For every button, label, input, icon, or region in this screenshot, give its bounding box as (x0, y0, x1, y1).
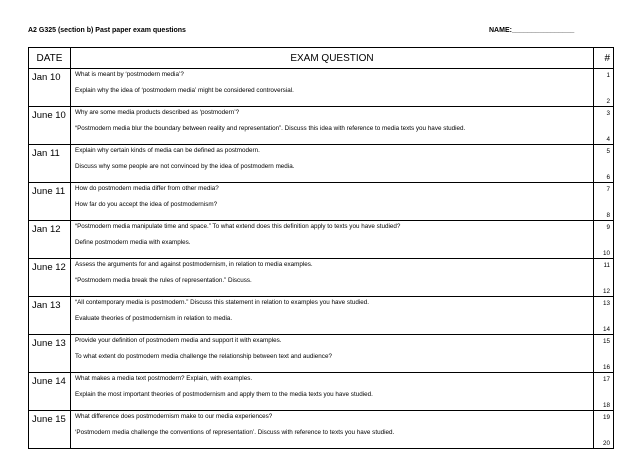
name-field-label: NAME:________________ (489, 27, 575, 34)
question-cell (71, 259, 594, 297)
question-cell (71, 183, 594, 221)
question-text: Provide your definition of postmodern media and support it with examples. (75, 337, 282, 344)
exam-session-date: June 12 (29, 259, 71, 297)
exam-questions-table (28, 47, 614, 449)
question-cell (71, 297, 594, 335)
question-number-cell (594, 335, 614, 373)
table-header-row (29, 48, 614, 69)
header-date: DATE (29, 48, 71, 69)
question-number: 12 (602, 288, 610, 295)
table-row (29, 221, 614, 259)
question-number: 19 (602, 414, 610, 421)
question-text: ‘Postmodern media challenge the conventions of representation’. Discuss with reference to texts you have studied. (75, 429, 395, 436)
question-text: How far do you accept the idea of postmodernism? (75, 201, 218, 208)
question-number: 20 (602, 440, 610, 447)
question-number: 11 (603, 262, 610, 269)
question-number: 18 (602, 402, 610, 409)
exam-session-date: Jan 13 (29, 297, 71, 335)
question-text: How do postmodern media differ from other media? (75, 185, 219, 192)
exam-session-date: Jan 11 (29, 145, 71, 183)
question-number-cell (594, 69, 614, 107)
question-cell (71, 69, 594, 107)
question-number: 8 (606, 212, 610, 219)
question-number-cell (594, 411, 614, 449)
exam-session-date: June 13 (29, 335, 71, 373)
question-number: 2 (606, 98, 610, 105)
question-cell (71, 145, 594, 183)
question-cell (71, 373, 594, 411)
header-number: # (594, 48, 614, 69)
question-text: “Postmodern media break the rules of representation.” Discuss. (75, 277, 252, 284)
question-number: 15 (602, 338, 610, 345)
question-text: To what extent do postmodern media challenge the relationship between text and audience? (75, 353, 332, 360)
question-cell (71, 221, 594, 259)
question-number: 3 (606, 110, 610, 117)
table-row (29, 411, 614, 449)
question-text: Explain why certain kinds of media can be defined as postmodern. (75, 147, 260, 154)
exam-session-date: Jan 12 (29, 221, 71, 259)
question-text: Define postmodern media with examples. (75, 239, 191, 246)
table-row (29, 107, 614, 145)
exam-session-date: June 14 (29, 373, 71, 411)
table-row (29, 259, 614, 297)
question-number: 6 (606, 174, 610, 181)
question-text: What is meant by ‘postmodern media’? (75, 71, 184, 78)
table-row (29, 183, 614, 221)
exam-session-date: June 10 (29, 107, 71, 145)
question-number: 1 (606, 72, 610, 79)
question-number: 16 (602, 364, 610, 371)
question-text: Discuss why some people are not convinced by the idea of postmodern media. (75, 163, 295, 170)
question-text: “Postmodern media manipulate time and space.” To what extend does this definition apply to texts you have studied? (75, 223, 401, 230)
question-cell (71, 335, 594, 373)
header-exam-question: EXAM QUESTION (71, 48, 594, 69)
question-text: “Postmodern media blur the boundary between reality and representation”. Discuss this idea with reference to media texts you have studied. (75, 125, 466, 132)
question-number: 10 (602, 250, 610, 257)
question-text: “All contemporary media is postmodern.” Discuss this statement in relation to examples you have studied. (75, 299, 369, 306)
question-number-cell (594, 145, 614, 183)
table-row (29, 69, 614, 107)
question-number: 7 (606, 186, 610, 193)
exam-session-date: Jan 10 (29, 69, 71, 107)
table-row (29, 335, 614, 373)
question-text: Evaluate theories of postmodernism in relation to media. (75, 315, 233, 322)
question-number-cell (594, 297, 614, 335)
question-text: Explain why the idea of ‘postmodern media’ might be considered controversial. (75, 87, 294, 94)
question-number: 5 (606, 148, 610, 155)
question-number: 17 (602, 376, 610, 383)
document-title: A2 G325 (section b) Past paper exam questions (28, 27, 186, 34)
question-number: 4 (606, 136, 610, 143)
question-number-cell (594, 183, 614, 221)
question-cell (71, 411, 594, 449)
page-header (28, 27, 618, 39)
question-text: What difference does postmodernism make to our media experiences? (75, 413, 273, 420)
table-row (29, 297, 614, 335)
question-text: What makes a media text postmodern? Explain, with examples. (75, 375, 253, 382)
question-number: 13 (602, 300, 610, 307)
question-text: Why are some media products described as ‘postmodern’? (75, 109, 240, 116)
question-number-cell (594, 373, 614, 411)
table-body (29, 69, 614, 449)
question-number: 14 (602, 326, 610, 333)
exam-session-date: June 11 (29, 183, 71, 221)
question-number-cell (594, 259, 614, 297)
question-number: 9 (606, 224, 610, 231)
question-number-cell (594, 221, 614, 259)
question-text: Explain the most important theories of postmodernism and apply them to the media texts you have studied. (75, 391, 373, 398)
exam-session-date: June 15 (29, 411, 71, 449)
question-text: Assess the arguments for and against postmodernism, in relation to media examples. (75, 261, 313, 268)
question-cell (71, 107, 594, 145)
table-row (29, 373, 614, 411)
question-number-cell (594, 107, 614, 145)
table-row (29, 145, 614, 183)
